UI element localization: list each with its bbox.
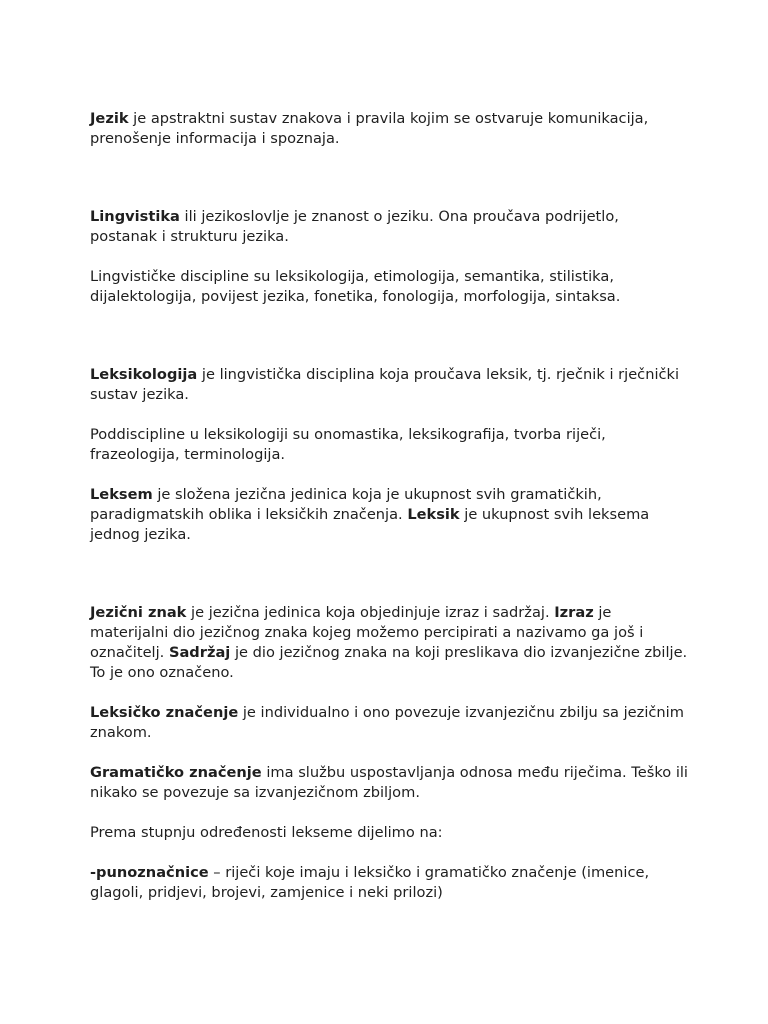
text-podjela: Prema stupnju određenosti lekseme dijelimo na: <box>90 824 443 841</box>
paragraph-lingvistika <box>90 207 690 247</box>
term-leksicko-znacenje: Leksičko značenje <box>90 704 239 721</box>
spacer <box>90 149 690 207</box>
term-lingvistika: Lingvistika <box>90 208 180 225</box>
spacer <box>90 743 690 763</box>
spacer <box>90 683 690 703</box>
text-poddiscipline: Poddiscipline u leksikologiji su onomastika, leksikografija, tvorba riječi, frazeologija, terminologija. <box>90 426 606 463</box>
term-izraz: Izraz <box>554 604 594 621</box>
paragraph-gramaticko-znacenje <box>90 763 690 803</box>
term-sadrzaj: Sadržaj <box>168 644 231 661</box>
spacer <box>90 803 690 823</box>
paragraph-jezicni-znak <box>90 603 690 683</box>
definition-lingvistika: ili jezikoslovlje je znanost o jeziku. Ona proučava podrijetlo, postanak i strukturu jezika. <box>90 208 619 245</box>
definition-gramaticko-znacenje: ima službu uspostavljanja odnosa među riječima. Teško ili nikako se povezuje sa izvanjezičnom zbiljom. <box>90 764 688 801</box>
term-punoznacnice: -punoznačnice <box>90 864 209 881</box>
document-page <box>90 109 690 903</box>
paragraph-leksicko-znacenje <box>90 703 690 743</box>
term-leksikologija: Leksikologija <box>90 366 198 383</box>
definition-sadrzaj: je dio jezičnog znaka na koji preslikava dio izvanjezične zbilje. To je ono označeno. <box>90 644 688 681</box>
paragraph-poddiscipline <box>90 425 690 465</box>
spacer <box>90 843 690 863</box>
term-leksem: Leksem <box>90 486 153 503</box>
spacer <box>90 465 690 485</box>
definition-jezicni-znak: je jezična jedinica koja objedinjuje izraz i sadržaj. <box>186 604 555 621</box>
term-gramaticko-znacenje: Gramatičko značenje <box>90 764 262 781</box>
spacer <box>90 307 690 365</box>
paragraph-jezik <box>90 109 690 149</box>
term-jezicni-znak: Jezični znak <box>90 604 187 621</box>
definition-izraz: je materijalni dio jezičnog znaka kojeg možemo percipirati a nazivamo ga još i označitelj. <box>90 604 644 661</box>
definition-leksem: je složena jezična jedinica koja je ukupnost svih gramatičkih, paradigmatskih oblika i leksičkih značenja. <box>90 486 602 523</box>
spacer <box>90 405 690 425</box>
spacer <box>90 247 690 267</box>
spacer <box>90 545 690 603</box>
paragraph-leksem <box>90 485 690 545</box>
term-jezik: Jezik <box>90 110 129 127</box>
definition-leksikologija: je lingvistička disciplina koja proučava leksik, tj. rječnik i rječnički sustav jezika. <box>90 366 680 403</box>
paragraph-podjela <box>90 823 690 843</box>
paragraph-leksikologija <box>90 365 690 405</box>
text-discipline: Lingvističke discipline su leksikologija, etimologija, semantika, stilistika, dijalektologija, povijest jezika, fonetika, fonologija, morfologija, sintaksa. <box>90 268 621 305</box>
paragraph-punoznacnice <box>90 863 690 903</box>
paragraph-discipline <box>90 267 690 307</box>
term-leksik: Leksik <box>407 506 460 523</box>
definition-leksicko-znacenje: je individualno i ono povezuje izvanjezičnu zbilju sa jezičnim znakom. <box>90 704 684 741</box>
definition-leksik: je ukupnost svih leksema jednog jezika. <box>90 506 650 543</box>
definition-punoznacnice: – riječi koje imaju i leksičko i gramatičko značenje (imenice, glagoli, pridjevi, brojevi, zamjenice i neki prilozi) <box>90 864 650 901</box>
definition-jezik: je apstraktni sustav znakova i pravila kojim se ostvaruje komunikacija, prenošenje informacija i spoznaja. <box>90 110 649 147</box>
